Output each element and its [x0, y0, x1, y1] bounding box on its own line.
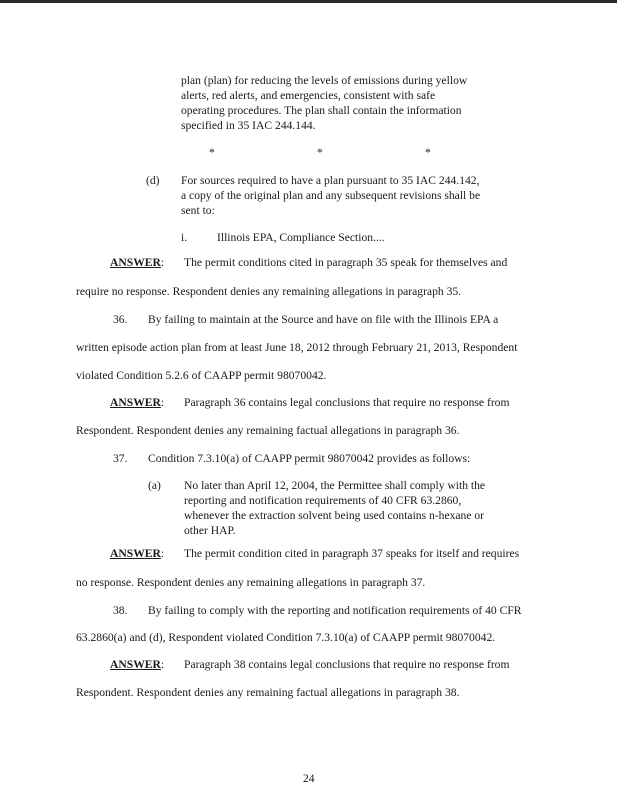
paragraph-38-line: 63.2860(a) and (d), Respondent violated Condition 7.3.10(a) of CAAPP permit 98070042.	[76, 631, 496, 644]
quote-line: specified in 35 IAC 244.144.	[181, 119, 316, 132]
subsection-a-text: reporting and notification requirements of 40 CFR 63.2860,	[184, 494, 462, 507]
answer-colon: :	[160, 396, 165, 409]
answer-38-line: Respondent. Respondent denies any remaining factual allegations in paragraph 38.	[76, 686, 460, 699]
subsection-a-text: No later than April 12, 2004, the Permittee shall comply with the	[184, 479, 486, 492]
subsection-i-text: Illinois EPA, Compliance Section....	[217, 231, 385, 244]
answer-37-line: The permit condition cited in paragraph 37 speaks for itself and requires	[184, 547, 520, 560]
answer-36-line: Respondent. Respondent denies any remaining factual allegations in paragraph 36.	[76, 424, 460, 437]
subsection-a-text: other HAP.	[184, 524, 236, 537]
answer-35-line: The permit conditions cited in paragraph 35 speak for themselves and	[184, 256, 508, 269]
paragraph-37-number: 37.	[113, 452, 128, 465]
answer-37-line: no response. Respondent denies any remaining allegations in paragraph 37.	[76, 576, 426, 589]
omission-asterisk: *	[425, 146, 431, 159]
subsection-d-text: For sources required to have a plan pursuant to 35 IAC 244.142,	[181, 174, 480, 187]
answer-label: ANSWER	[110, 256, 161, 269]
subsection-d-text: a copy of the original plan and any subsequent revisions shall be	[181, 189, 481, 202]
paragraph-36-line: violated Condition 5.2.6 of CAAPP permit 98070042.	[76, 369, 327, 382]
subsection-d-label: (d)	[146, 174, 160, 187]
answer-36-line: Paragraph 36 contains legal conclusions that require no response from	[184, 396, 510, 409]
subsection-i-label: i.	[181, 231, 188, 244]
answer-label: ANSWER	[110, 547, 161, 560]
answer-35-line: require no response. Respondent denies any remaining allegations in paragraph 35.	[76, 285, 462, 298]
omission-asterisk: *	[209, 146, 215, 159]
answer-label: ANSWER	[110, 658, 161, 671]
subsection-a-label: (a)	[148, 479, 161, 492]
answer-colon: :	[160, 256, 165, 269]
answer-35-heading	[110, 256, 164, 269]
quote-line: operating procedures. The plan shall contain the information	[181, 104, 462, 117]
answer-colon: :	[160, 658, 165, 671]
answer-38-heading	[110, 658, 164, 671]
answer-38-line: Paragraph 38 contains legal conclusions that require no response from	[184, 658, 510, 671]
paragraph-36-line: By failing to maintain at the Source and have on file with the Illinois EPA a	[148, 313, 499, 326]
paragraph-38-line: By failing to comply with the reporting and notification requirements of 40 CFR	[148, 604, 522, 617]
quote-line: plan (plan) for reducing the levels of emissions during yellow	[181, 74, 468, 87]
omission-asterisk: *	[317, 146, 323, 159]
paragraph-38-number: 38.	[113, 604, 128, 617]
answer-37-heading	[110, 547, 164, 560]
page-number: 24	[303, 772, 315, 785]
paragraph-36-number: 36.	[113, 313, 128, 326]
subsection-d-text: sent to:	[181, 204, 215, 217]
answer-36-heading	[110, 396, 164, 409]
quote-line: alerts, red alerts, and emergencies, consistent with safe	[181, 89, 436, 102]
paragraph-37-line: Condition 7.3.10(a) of CAAPP permit 98070042 provides as follows:	[148, 452, 471, 465]
answer-label: ANSWER	[110, 396, 161, 409]
answer-colon: :	[160, 547, 165, 560]
scan-top-border	[0, 0, 617, 3]
subsection-a-text: whenever the extraction solvent being used contains n-hexane or	[184, 509, 485, 522]
paragraph-36-line: written episode action plan from at least June 18, 2012 through February 21, 2013, Respondent	[76, 341, 518, 354]
